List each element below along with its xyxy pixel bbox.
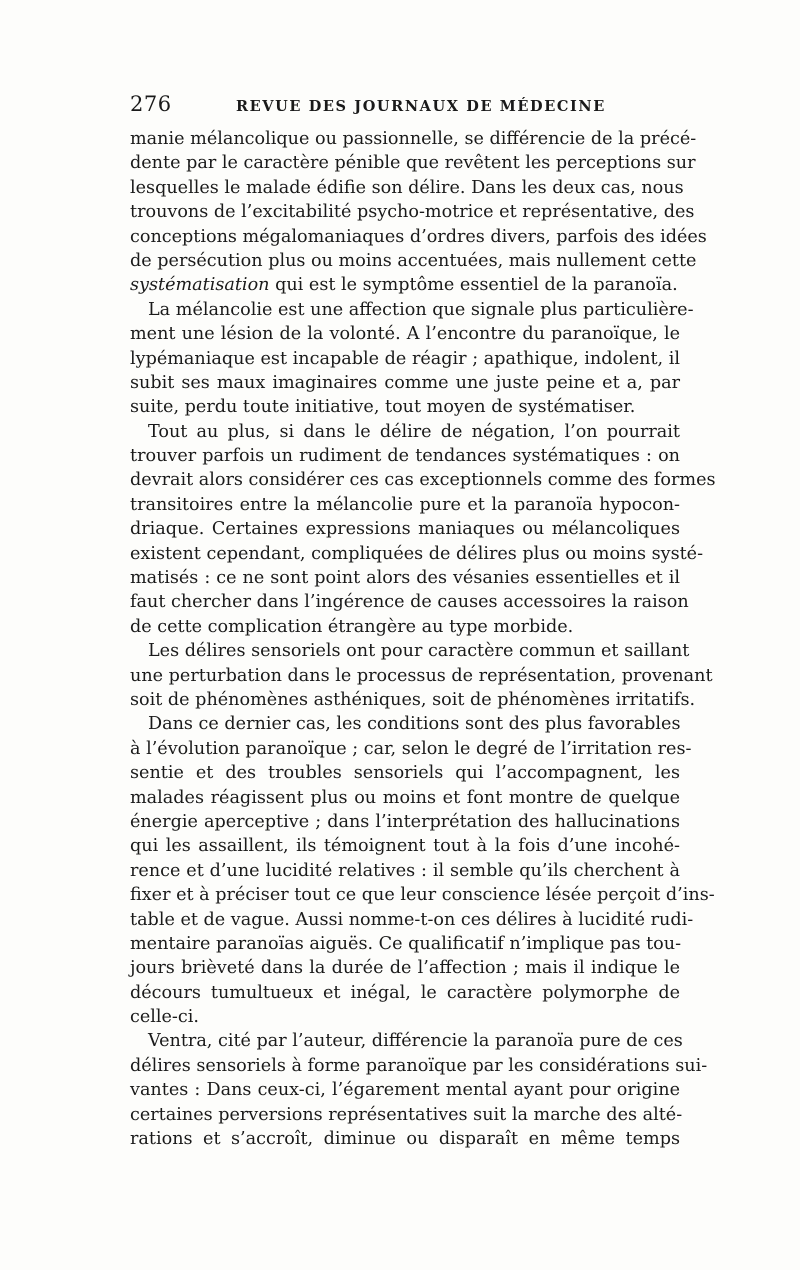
text-line: une perturbation dans le processus de représentation, provenant [130, 665, 713, 686]
running-head: REVUE DES JOURNAUX DE MÉDECINE [236, 98, 606, 115]
text-line: transitoires entre la mélancolie pure et la paranoïa hypocon- [130, 494, 680, 515]
text-line: vantes : Dans ceux-ci, l’égarement mental ayant pour origine [130, 1080, 680, 1101]
text-line: rations et s’accroît, diminue ou disparaît en même temps [130, 1129, 680, 1150]
text-line: celle-ci. [130, 1007, 199, 1028]
paragraph-start-line: Les délires sensoriels ont pour caractère commun et saillant [148, 641, 690, 662]
text-line: fixer et à préciser tout ce que leur conscience lésée perçoit d’ins- [130, 885, 715, 906]
text-line: driaque. Certaines expressions maniaques ou mélancoliques [130, 519, 680, 540]
text-line: jours brièveté dans la durée de l’affection ; mais il indique le [130, 958, 680, 979]
text-line: mentaire paranoïas aiguës. Ce qualificatif n’implique pas tou- [130, 933, 682, 954]
text-line: malades réagissent plus ou moins et font montre de quelque [130, 787, 680, 808]
text-line: rence et d’une lucidité relatives : il semble qu’ils cherchent à [130, 860, 680, 881]
paragraph-start-line: Tout au plus, si dans le délire de négation, l’on pourrait [148, 421, 680, 442]
paragraph-start-line: Ventra, cité par l’auteur, différencie la paranoïa pure de ces [148, 1031, 683, 1052]
text-line: suite, perdu toute initiative, tout moyen de systématiser. [130, 397, 636, 418]
text-line: qui les assaillent, ils témoignent tout à la fois d’une incohé- [130, 836, 680, 857]
text-line: subit ses maux imaginaires comme une juste peine et a, par [130, 372, 680, 393]
text-line: lypémaniaque est incapable de réagir ; apathique, indolent, il [130, 348, 680, 369]
text-line: faut chercher dans l’ingérence de causes accessoires la raison [130, 592, 689, 613]
text-line: délires sensoriels à forme paranoïque par les considérations sui- [130, 1055, 708, 1076]
text-line: dente par le caractère pénible que revêtent les perceptions sur [130, 153, 696, 174]
text-line: ment une lésion de la volonté. A l’encontre du paranoïque, le [130, 324, 680, 345]
page-header [130, 92, 680, 120]
text-line: soit de phénomènes asthéniques, soit de phénomènes irritatifs. [130, 689, 696, 710]
text-line: à l’évolution paranoïque ; car, selon le degré de l’irritation res- [130, 738, 692, 759]
text-line: existent cependant, compliquées de délires plus ou moins systé- [130, 543, 704, 564]
text-line: matisés : ce ne sont point alors des vésanies essentielles et il [130, 568, 680, 589]
text-line: trouver parfois un rudiment de tendances systématiques : on [130, 446, 680, 467]
text-line: certaines perversions représentatives suit la marche des alté- [130, 1104, 683, 1125]
text-line: manie mélancolique ou passionnelle, se différencie de la précé- [130, 129, 697, 149]
text-line: conceptions mégalomaniaques d’ordres divers, parfois des idées [130, 226, 707, 247]
body-text [130, 127, 716, 1151]
text-line-rest: qui est le symptôme essentiel de la paranoïa. [275, 275, 678, 296]
paragraph-start-line: La mélancolie est une affection que signale plus particulière- [148, 299, 694, 320]
page-number: 276 [130, 92, 172, 116]
emphasized-term: systématisation [130, 275, 270, 296]
text-line: sentie et des troubles sensoriels qui l’accompagnent, les [130, 763, 680, 784]
text-line: trouvons de l’excitabilité psycho-motrice et représentative, des [130, 202, 695, 223]
text-line: décours tumultueux et inégal, le caractère polymorphe de [130, 982, 680, 1003]
text-line: de persécution plus ou moins accentuées, mais nullement cette [130, 250, 697, 271]
text-line [130, 273, 680, 297]
paragraph-start-line: Dans ce dernier cas, les conditions sont des plus favorables [148, 714, 681, 735]
text-line: devrait alors considérer ces cas exceptionnels comme des formes [130, 470, 716, 491]
text-line: énergie aperceptive ; dans l’interprétation des hallucinations [130, 811, 680, 832]
text-line: lesquelles le malade édifie son délire. Dans les deux cas, nous [130, 177, 684, 198]
text-line: table et de vague. Aussi nomme-t-on ces délires à lucidité rudi- [130, 909, 694, 930]
text-line: de cette complication étrangère au type morbide. [130, 616, 574, 637]
